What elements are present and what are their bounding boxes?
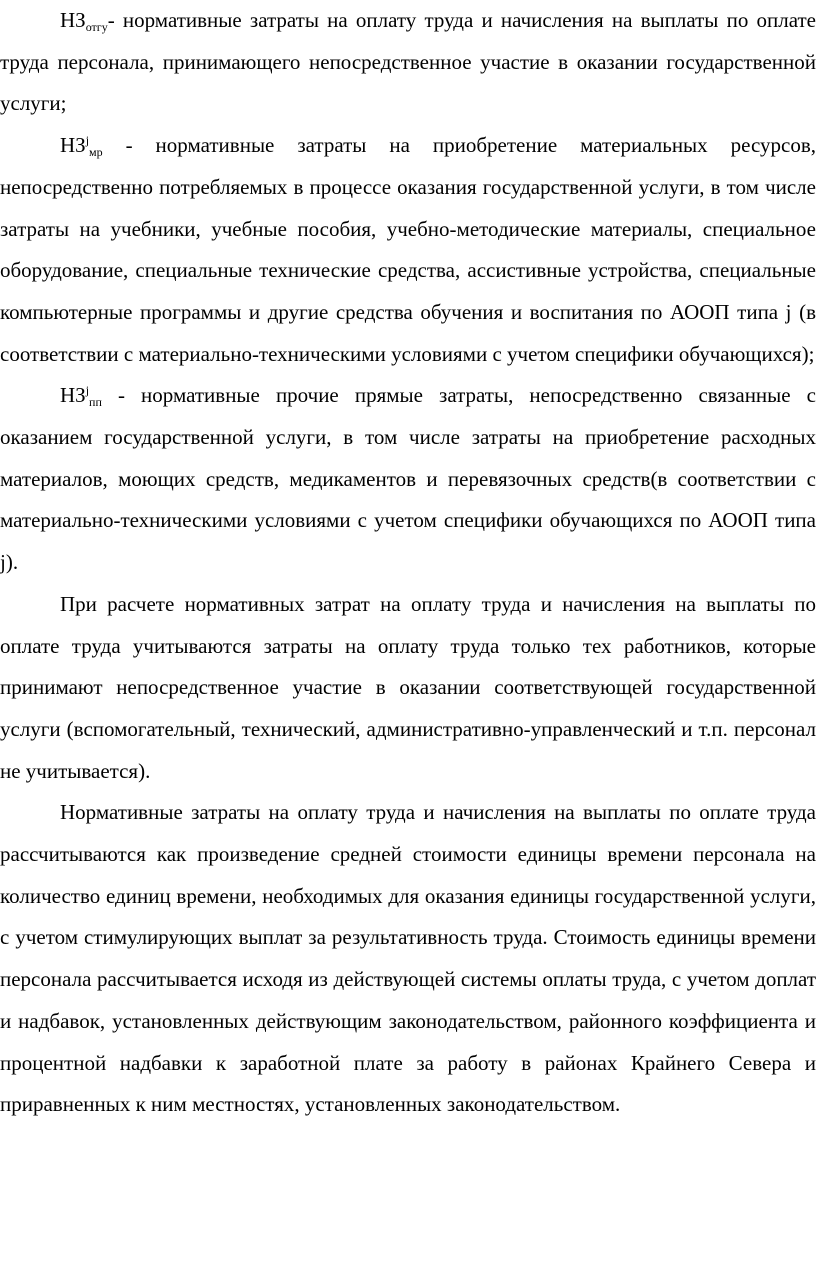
body-paragraph-calculation-scope: При расчете нормативных затрат на оплату труда и начисления на выплаты по оплате труда учитываются затраты на оплату труда только тех работников, которые принимают непосредственное участие в оказании соответствующей государственной услуги (вспомогательный, технический, административно-управленческий и т.п. персонал не учитывается).	[0, 591, 816, 783]
formula-symbol	[60, 383, 102, 410]
definition-text: - нормативные прочие прямые затраты, непосредственно связанные с оказанием государственной услуги, в том числе затраты на приобретение расходных материалов, моющих средств, медикаментов и перевязочных средств(в соответствии с материально-техническими условиями с учетом специфики обучающихся по АООП типа j).	[0, 383, 816, 575]
symbol-superscript: j	[85, 383, 90, 398]
definition-paragraph-labor-costs	[0, 0, 816, 125]
definition-text: - нормативные затраты на оплату труда и начисления на выплаты по оплате труда персонала, принимающего непосредственное участие в оказании государственной услуги;	[0, 8, 816, 116]
symbol-subscript: отгу	[85, 20, 108, 34]
definition-text: - нормативные затраты на приобретение материальных ресурсов, непосредственно потребляемых в процессе оказания государственной услуги, в том числе затраты на учебники, учебные пособия, учебно-методические материалы, специальное оборудование, специальные технические средства, ассистивные устройства, специальные компьютерные программы и другие средства обучения и воспитания по АООП типа j (в соответствии с материально-техническими условиями с учетом специфики обучающихся);	[0, 133, 816, 366]
body-paragraph-calculation-method: Нормативные затраты на оплату труда и начисления на выплаты по оплате труда рассчитываются как произведение средней стоимости единицы времени персонала на количество единиц времени, необходимых для оказания единицы государственной услуги, с учетом стимулирующих выплат за результативность труда. Стоимость единицы времени персонала рассчитывается исходя из действующей системы оплаты труда, с учетом доплат и надбавок, установленных действующим законодательством, районного коэффициента и процентной надбавки к заработной плате за работу в районах Крайнего Севера и приравненных к ним местностях, установленных законодательством.	[0, 800, 816, 1117]
formula-symbol	[60, 133, 103, 160]
definition-paragraph-other-direct-costs	[0, 375, 816, 584]
symbol-subscript: пп	[89, 395, 102, 410]
symbol-base: НЗ	[60, 383, 86, 408]
symbol-base: НЗ	[60, 8, 86, 32]
definition-paragraph-material-resources	[0, 125, 816, 375]
formula-symbol	[60, 8, 108, 32]
symbol-superscript: j	[85, 133, 90, 148]
symbol-base: НЗ	[60, 133, 86, 158]
symbol-subscript: мр	[89, 145, 103, 160]
